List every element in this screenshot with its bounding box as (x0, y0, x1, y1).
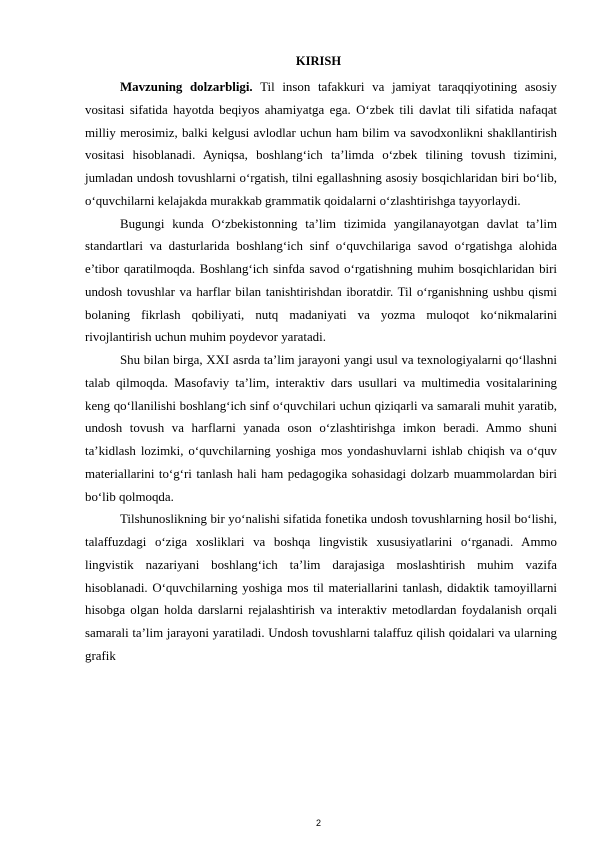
paragraph-lead: Mavzuning dolzarbligi. (120, 80, 253, 94)
paragraph-text: Bugungi kunda O‘zbekistonning ta’lim tizimida yangilanayotgan davlat ta’lim standartlari va dasturlarida boshlang‘ich sinf o‘quvchilariga savod o‘rgatishga alohida e’tibor qaratilmoqda. Boshlang‘ich sinfda savod o‘rgatishning muhim bosqichlaridan biri undosh tovushlar va harflar bilan tanishtirishdan iboratdir. Til o‘rganishning ushbu qismi bolaning fikrlash qobiliyati, nutq madaniyati va yozma muloqot ko‘nikmalarini rivojlantirish uchun muhim poydevor yaratadi. (85, 216, 557, 345)
paragraph-standards (85, 213, 557, 350)
paragraph-phonetics (85, 508, 557, 667)
page-number: 2 (315, 818, 321, 828)
paragraph-text: Shu bilan birga, XXI asrda ta’lim jarayoni yangi usul va texnologiyalarni qo‘llashni talab qilmoqda. Masofaviy ta’lim, interaktiv dars usullari va multimedia vositalarining keng qo‘llanilishi boshlang‘ich sinf o‘quvchilari uchun qiziqarli va samarali muhit yaratib, undosh tovush va harflarni yanada oson o‘zlashtirishga imkon beradi. Ammo shuni ta’kidlash lozimki, o‘quvchilarning yoshiga mos yondashuvlarni ishlab chiqish va o‘quv materiallarini to‘g‘ri tanlash hali ham pedagogika sohasidagi dolzarb muammolardan biri bo‘lib qolmoqda. (85, 353, 557, 504)
paragraph-text: Tilshunoslikning bir yo‘nalishi sifatida fonetika undosh tovushlarning hosil bo‘lishi, talaffuzdagi o‘ziga xosliklari va boshqa lingvistik xususiyatlarini o‘rganadi. Ammo lingvistik nazariyani boshlang‘ich ta’lim darajasiga moslashtirish muhim vazifa hisoblanadi. O‘quvchilarning yoshiga mos til materiallarini tanlash, didaktik tamoyillarni hisobga olgan holda darslarni rejalashtirish va interaktiv metodlardan foydalanish orqali samarali ta’lim jarayoni yaratiladi. Undosh tovushlarni talaffuz qilish qoidalari va ularning grafik (85, 512, 557, 663)
paragraph-text: Til inson tafakkuri va jamiyat taraqqiyotining asosiy vositasi sifatida hayotda beqiyos ahamiyatga ega. O‘zbek tili davlat tili sifatida nafaqat milliy merosimiz, balki kelgusi avlodlar uchun ham bilim va savodxonlikni shakllantirish vositasi hisoblanadi. Ayniqsa, boshlang‘ich ta’limda o‘zbek tilining tovush tizimini, jumladan undosh tovushlarni o‘rgatish, tilni egallashning asosiy bosqichlaridan biri bo‘lib, o‘quvchilarni kelajakda murakkab grammatik qoidalarni o‘zlashtirishga tayyorlaydi. (85, 80, 557, 208)
document-body (85, 76, 557, 668)
paragraph-relevance (85, 76, 557, 213)
paragraph-technology (85, 349, 557, 508)
page-title: KIRISH (295, 54, 342, 68)
